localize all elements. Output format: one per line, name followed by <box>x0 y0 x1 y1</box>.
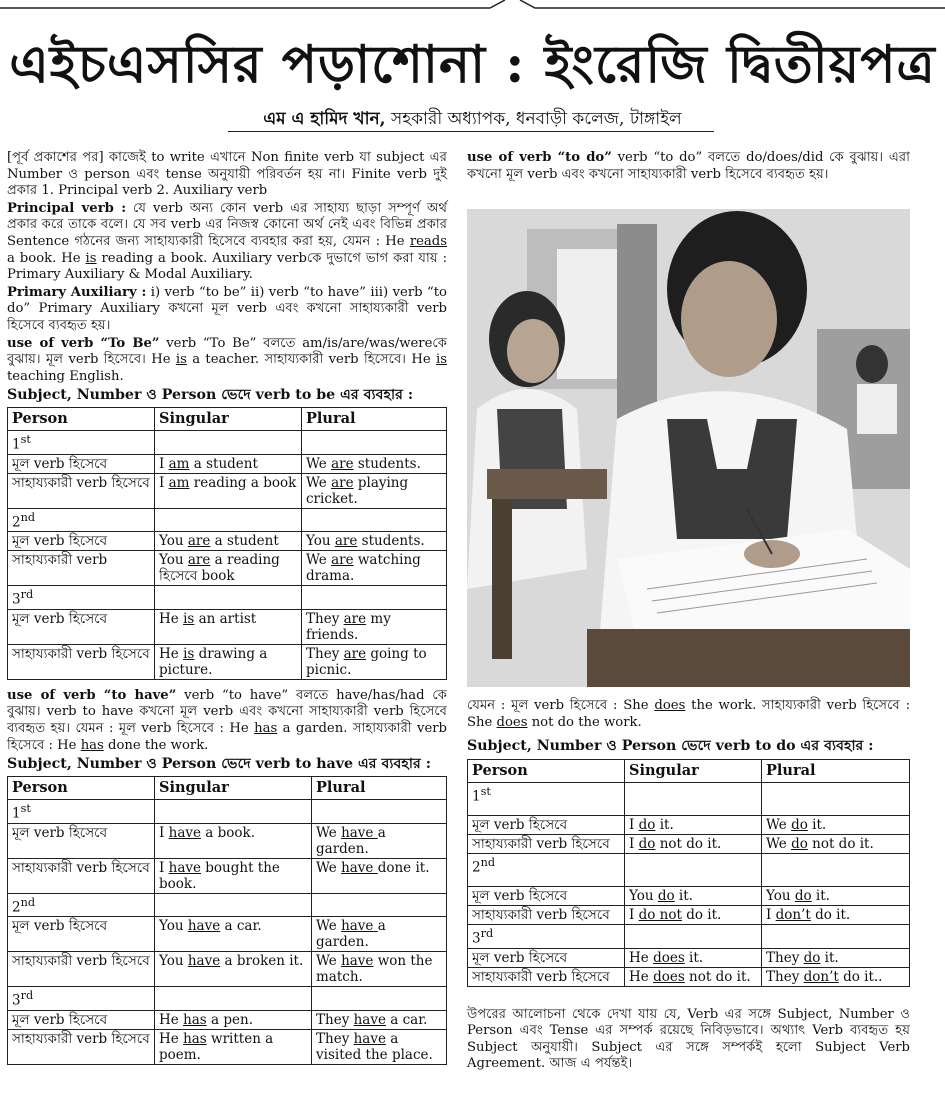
table-row <box>468 887 910 906</box>
students-exam-illustration <box>467 209 910 687</box>
table-row <box>8 644 447 679</box>
table-row <box>468 854 910 887</box>
table-cell: We have a garden. <box>312 917 447 952</box>
table-row <box>468 783 910 816</box>
table-row <box>468 816 910 835</box>
col-header-person: Person <box>8 408 155 431</box>
table-cell: সাহায্যকারী verb হিসেবে <box>8 473 155 508</box>
col-header-person: Person <box>8 777 155 800</box>
table-cell <box>302 431 447 455</box>
table-cell: সাহায্যকারী verb হিসেবে <box>8 1029 155 1064</box>
col-header-plural: Plural <box>762 760 910 783</box>
ordinal: 1st <box>8 800 155 824</box>
table-row <box>8 532 447 551</box>
table-cell: They are going to picnic. <box>302 644 447 679</box>
paragraph-principal-verb: Principal verb : যে verb অন্য কোন verb এর সাহায্য ছাড়া সম্পূর্ণ অর্থ প্রকার করে তাকে বলে। যে সব verb এর নিজস্ব কোনো অর্থ নেই এবং বিভিন্ন প্রকার Sentence গঠনের জন্য সাহায্যকারী হিসেবে ব্যবহার করা হয়, যেমন : He reads a book. He is reading a book. Auxiliary verbকে দুভাগে ভাগ করা যায় : Primary Auxiliary & Modal Auxiliary. <box>7 200 448 283</box>
table-row <box>8 508 447 532</box>
table-cell <box>155 893 312 917</box>
table-row <box>8 473 447 508</box>
heading-verb-to-be-table: Subject, Number ও Person ভেদে verb to be এর ব্যবহার : <box>7 387 414 404</box>
table-cell: We are watching drama. <box>302 551 447 586</box>
table-cell: We are playing cricket. <box>302 473 447 508</box>
table-cell: We do it. <box>762 816 910 835</box>
left-column <box>7 150 447 1065</box>
author-name: এম এ হামিদ খান, <box>263 109 386 129</box>
table-cell: You have a car. <box>155 917 312 952</box>
table-cell: মূল verb হিসেবে <box>8 532 155 551</box>
table-header-row <box>8 777 447 800</box>
table-cell <box>155 431 302 455</box>
table-row <box>8 551 447 586</box>
table-cell: We are students. <box>302 454 447 473</box>
table-cell: You are students. <box>302 532 447 551</box>
table-row <box>8 823 447 858</box>
table-cell <box>762 783 910 816</box>
table-cell <box>312 800 447 824</box>
table-cell: You have a broken it. <box>155 952 312 987</box>
table-cell: মূল verb হিসেবে <box>8 454 155 473</box>
table-row <box>8 1010 447 1029</box>
table-cell: I do it. <box>625 816 762 835</box>
table-cell: You are a student <box>155 532 302 551</box>
table-cell: They are my friends. <box>302 609 447 644</box>
author-affiliation: সহকারী অধ্যাপক, ধনবাড়ী কলেজ, টাঙ্গাইল <box>385 109 682 129</box>
table-cell <box>625 925 762 949</box>
ordinal: 2nd <box>468 854 625 887</box>
col-header-plural: Plural <box>302 408 447 431</box>
table-row <box>8 800 447 824</box>
byline-underline <box>228 131 714 132</box>
table-cell <box>155 987 312 1011</box>
table-cell: সাহায্যকারী verb হিসেবে <box>8 952 155 987</box>
table-cell: সাহায্যকারী verb হিসেবে <box>8 858 155 893</box>
table-row <box>8 952 447 987</box>
table-cell <box>312 987 447 1011</box>
table-row <box>8 454 447 473</box>
ordinal: 1st <box>468 783 625 816</box>
paragraph-primary-auxiliary: Primary Auxiliary : i) verb “to be” ii) verb “to have” iii) verb “to do” Primary Auxiliary কখনো মূল verb এবং কখনো সাহায্যকারী verb হিসেবে ব্যবহৃত হয়। <box>7 284 447 333</box>
ordinal: 3rd <box>8 987 155 1011</box>
table-cell: I have a book. <box>155 823 312 858</box>
table-cell: He does it. <box>625 948 762 967</box>
table-row <box>8 893 447 917</box>
table-cell: মূল verb হিসেবে <box>468 887 625 906</box>
ordinal: 2nd <box>8 508 155 532</box>
verb-to-have-table <box>7 776 447 1065</box>
table-cell: মূল verb হিসেবে <box>8 823 155 858</box>
students-exam-photo <box>467 209 910 687</box>
table-row <box>8 1029 447 1064</box>
table-cell: They have a visited the place. <box>312 1029 447 1064</box>
ordinal: 3rd <box>468 925 625 949</box>
table-cell: মূল verb হিসেবে <box>8 1010 155 1029</box>
table-cell <box>155 508 302 532</box>
table-cell: He has a pen. <box>155 1010 312 1029</box>
table-cell <box>762 854 910 887</box>
table-row <box>468 925 910 949</box>
table-cell: I do not do it. <box>625 906 762 925</box>
table-cell: They have a car. <box>312 1010 447 1029</box>
ordinal: 2nd <box>8 893 155 917</box>
right-column-bottom <box>467 698 910 1074</box>
table-cell: They don’t do it.. <box>762 967 910 986</box>
table-cell: I have bought the book. <box>155 858 312 893</box>
table-cell: মূল verb হিসেবে <box>468 948 625 967</box>
table-row <box>8 917 447 952</box>
table-cell <box>302 508 447 532</box>
table-row <box>8 586 447 610</box>
table-cell: He is an artist <box>155 609 302 644</box>
top-border-decoration <box>0 0 945 12</box>
table-cell: সাহায্যকারী verb হিসেবে <box>468 835 625 854</box>
table-header-row <box>468 760 910 783</box>
ordinal: 3rd <box>8 586 155 610</box>
table-cell: He has written a poem. <box>155 1029 312 1064</box>
table-cell: মূল verb হিসেবে <box>468 816 625 835</box>
heading-verb-to-have-table: Subject, Number ও Person ভেদে verb to have এর ব্যবহার : <box>7 756 431 773</box>
table-cell: We do not do it. <box>762 835 910 854</box>
table-row <box>8 431 447 455</box>
table-cell: সাহায্যকারী verb হিসেবে <box>468 967 625 986</box>
table-cell: মূল verb হিসেবে <box>8 917 155 952</box>
byline <box>0 106 945 134</box>
page-title: এইচএসসির পড়াশোনা : ইংরেজি দ্বিতীয়পত্র <box>9 34 936 95</box>
table-cell: He is drawing a picture. <box>155 644 302 679</box>
paragraph-do-example: যেমন : মূল verb হিসেবে : She does the work. সাহায্যকারী verb হিসেবে : She does not do the work. <box>467 698 911 730</box>
col-header-person: Person <box>468 760 625 783</box>
paragraph-verb-to-have: use of verb “to have” verb “to have” বলতে have/has/had কে বুঝায়। verb to have কখনো মূল verb এবং কখনো সাহায্যকারী verb হিসেবে ব্যবহৃত হয়। যেমন : মূল verb হিসেবে : He has a garden. সাহায্যকারী verb হিসেবে : He has done the work. <box>7 687 448 753</box>
table-cell <box>302 586 447 610</box>
table-cell <box>155 586 302 610</box>
table-cell: You do it. <box>762 887 910 906</box>
table-cell: You do it. <box>625 887 762 906</box>
heading-verb-to-do-table: Subject, Number ও Person ভেদে verb to do এর ব্যবহার : <box>467 738 874 755</box>
table-cell: সাহায্যকারী verb হিসেবে <box>8 644 155 679</box>
table-row <box>468 835 910 854</box>
table-cell <box>625 783 762 816</box>
verb-to-be-table <box>7 407 447 680</box>
verb-to-do-table <box>467 759 910 987</box>
col-header-singular: Singular <box>625 760 762 783</box>
table-cell <box>312 893 447 917</box>
table-cell: I am reading a book <box>155 473 302 508</box>
table-row <box>8 858 447 893</box>
col-header-singular: Singular <box>155 777 312 800</box>
paragraph-conclusion: উপরের আলোচনা থেকে দেখা যায় যে, Verb এর সঙ্গে Subject, Number ও Person এবং Tense এর সম্পর্ক রয়েছে নিবিড়ভাবে। অথ্যাৎ Verb ব্যবহৃত হয় Subject অনুযায়ী। Subject এর সঙ্গে সম্পর্কই হলো Subject Verb Agreement. আজ এ পর্যন্তই। <box>467 1006 910 1072</box>
table-row <box>468 906 910 925</box>
table-row <box>8 609 447 644</box>
ordinal: 1st <box>8 431 155 455</box>
table-cell: They do it. <box>762 948 910 967</box>
paragraph-intro: [পূর্ব প্রকাশের পর] কাজেই to write এখানে Non finite verb যা subject এর Number ও person এবং tense অনুযায়ী পরিবর্তন হয় না। Finite verb দুই প্রকার 1. Principal verb 2. Auxiliary verb <box>7 150 447 199</box>
table-cell: I do not do it. <box>625 835 762 854</box>
table-cell <box>155 800 312 824</box>
table-cell: I don’t do it. <box>762 906 910 925</box>
table-cell: We have a garden. <box>312 823 447 858</box>
paragraph-verb-to-do: use of verb “to do” verb “to do” বলতে do/does/did কে বুঝায়। এরা কখনো মূল verb এবং কখনো সাহায্যকারী verb হিসেবে ব্যবহৃত হয়। <box>467 150 910 182</box>
paragraph-verb-to-be: use of verb “To Be” verb “To Be” বলতে am/is/are/was/wereকে বুঝায়। মূল verb হিসেবে। He is a teacher. সাহায্যকারী verb হিসেবে। He is teaching English. <box>7 335 448 384</box>
table-header-row <box>8 408 447 431</box>
right-column-top <box>467 150 910 184</box>
table-cell <box>762 925 910 949</box>
table-cell: We have done it. <box>312 858 447 893</box>
table-cell: I am a student <box>155 454 302 473</box>
table-cell: We have won the match. <box>312 952 447 987</box>
col-header-plural: Plural <box>312 777 447 800</box>
table-cell: সাহায্যকারী verb হিসেবে <box>468 906 625 925</box>
table-cell: মূল verb হিসেবে <box>8 609 155 644</box>
table-cell: He does not do it. <box>625 967 762 986</box>
table-row <box>468 967 910 986</box>
table-row <box>468 948 910 967</box>
table-cell <box>625 854 762 887</box>
col-header-singular: Singular <box>155 408 302 431</box>
table-cell: সাহায্যকারী verb <box>8 551 155 586</box>
table-row <box>8 987 447 1011</box>
table-cell: You are a reading হিসেবে book <box>155 551 302 586</box>
